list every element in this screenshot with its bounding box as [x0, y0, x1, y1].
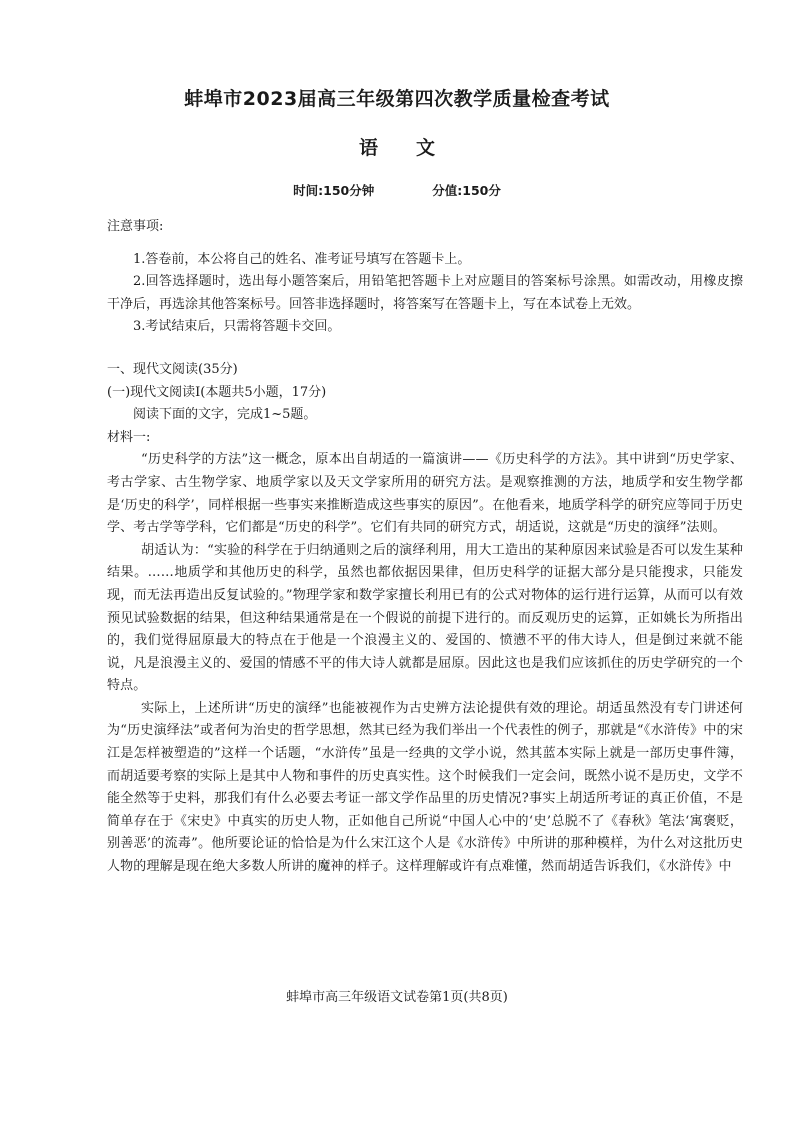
- section-subheading: (一)现代文阅读Ⅰ(本题共5小题，17分): [107, 384, 327, 400]
- note-item: 1.答卷前，本公将自己的姓名、准考证号填写在答题卡上。: [133, 251, 471, 267]
- note-item: 3.考试结束后，只需将答题卡交回。: [133, 319, 341, 335]
- exam-content: [107, 216, 743, 879]
- note-item: 2.回答选择题时，选出每小题答案后，用铅笔把答题卡上对应题目的答案标号涂黑。如需改动，用橡皮擦干净后，再选涂其他答案标号。回答非选择题时，将答案写在答题卡上，写在本试卷上无效。: [107, 274, 743, 312]
- exam-meta: [0, 181, 794, 199]
- subject-title: 语文: [358, 137, 473, 159]
- exam-time: 时间:150分钟: [293, 183, 375, 198]
- notes-heading: 注意事项:: [107, 219, 164, 234]
- reading-instruction: 阅读下面的文字，完成1~5题。: [133, 407, 317, 423]
- notes-list: [107, 249, 743, 339]
- exam-title: 蚌埠市2023届高三年级第四次教学质量检查考试: [184, 88, 610, 110]
- material-label: 材料一:: [107, 429, 151, 445]
- material-paragraph: 胡适认为：“实验的科学在于归纳通则之后的演绎利用，用大工造出的某种原因来试验是否可以发生某种结果。……地质学和其他历史的科学，虽然也都依据因果律，但历史科学的证据大部分是只能搜求，只能发现，而无法再造出反复试验的。”物理学家和数学家擅长利用已有的公式对物体的运行进行运算，从而可以有效预见试验数据的结果，但这种结果通常是在一个假说的前提下进行的。而反观历史的运算，正如姚长为所指出的，我们觉得屈原最大的特点在于他是一个浪漫主义的、爱国的、愤懑不平的伟大诗人，但是倒过来就不能说，凡是浪漫主义的、爱国的情感不平的伟大诗人就都是屈原。因此这也是我们应该抓住的历史学研究的一个特点。: [107, 542, 743, 694]
- section-modern-reading: [107, 359, 743, 879]
- material-paragraph: 实际上，上述所讲“历史的演绎”也能被视作为古史辨方法论提供有效的理论。胡适虽然没有专门讲述何为“历史演绎法”或者何为治史的哲学思想，然其已经为我们举出一个代表性的例子，那就是“《水浒传》中的宋江是怎样被塑造的”这样一个话题，“水浒传”虽是一经典的文学小说，然其蓝本实际上就是一部历史事件簿，而胡适要考察的实际上是其中人物和事件的历史真实性。这个时候我们一定会问，既然小说不是历史，文学不能全然等于史料，那我们有什么必要去考证一部文学作品里的历史情况?事实上胡适所考证的真正价值，不是简单存在于《宋史》中真实的历史人物，正如他自己所说“中国人心中的‘史’总脱不了《春秋》笔法‘寓褒贬，别善恶’的流毒”。他所要论证的恰恰是为什么宋江这个人是《水浒传》中所讲的那种模样，为什么对这批历史人物的理解是现在绝大多数人所讲的魔神的样子。这样理解或许有点难懂，然而胡适告诉我们，《水浒传》中: [107, 700, 743, 875]
- page-footer: 蚌埠市高三年级语文试卷第1页(共8页): [286, 990, 508, 1005]
- material-paragraph: “历史科学的方法”这一概念，原本出自胡适的一篇演讲——《历史科学的方法》。其中讲到“历史学家、考古学家、古生物学家、地质学家以及天文学家所用的研究方法。是观察推测的方法，地质学和安生物学都是‘历史的科学’，同样根据一些事实来推断造成这些事实的原因”。在他看来，地质学科学的研究应等同于历史学、考古学等学科，它们都是“历史的科学”。它们有共同的研究方式，胡适说，这就是“历史的演绎”法则。: [107, 452, 743, 536]
- section-heading: 一、现代文阅读(35分): [107, 361, 238, 377]
- exam-score: 分值:150分: [432, 183, 501, 198]
